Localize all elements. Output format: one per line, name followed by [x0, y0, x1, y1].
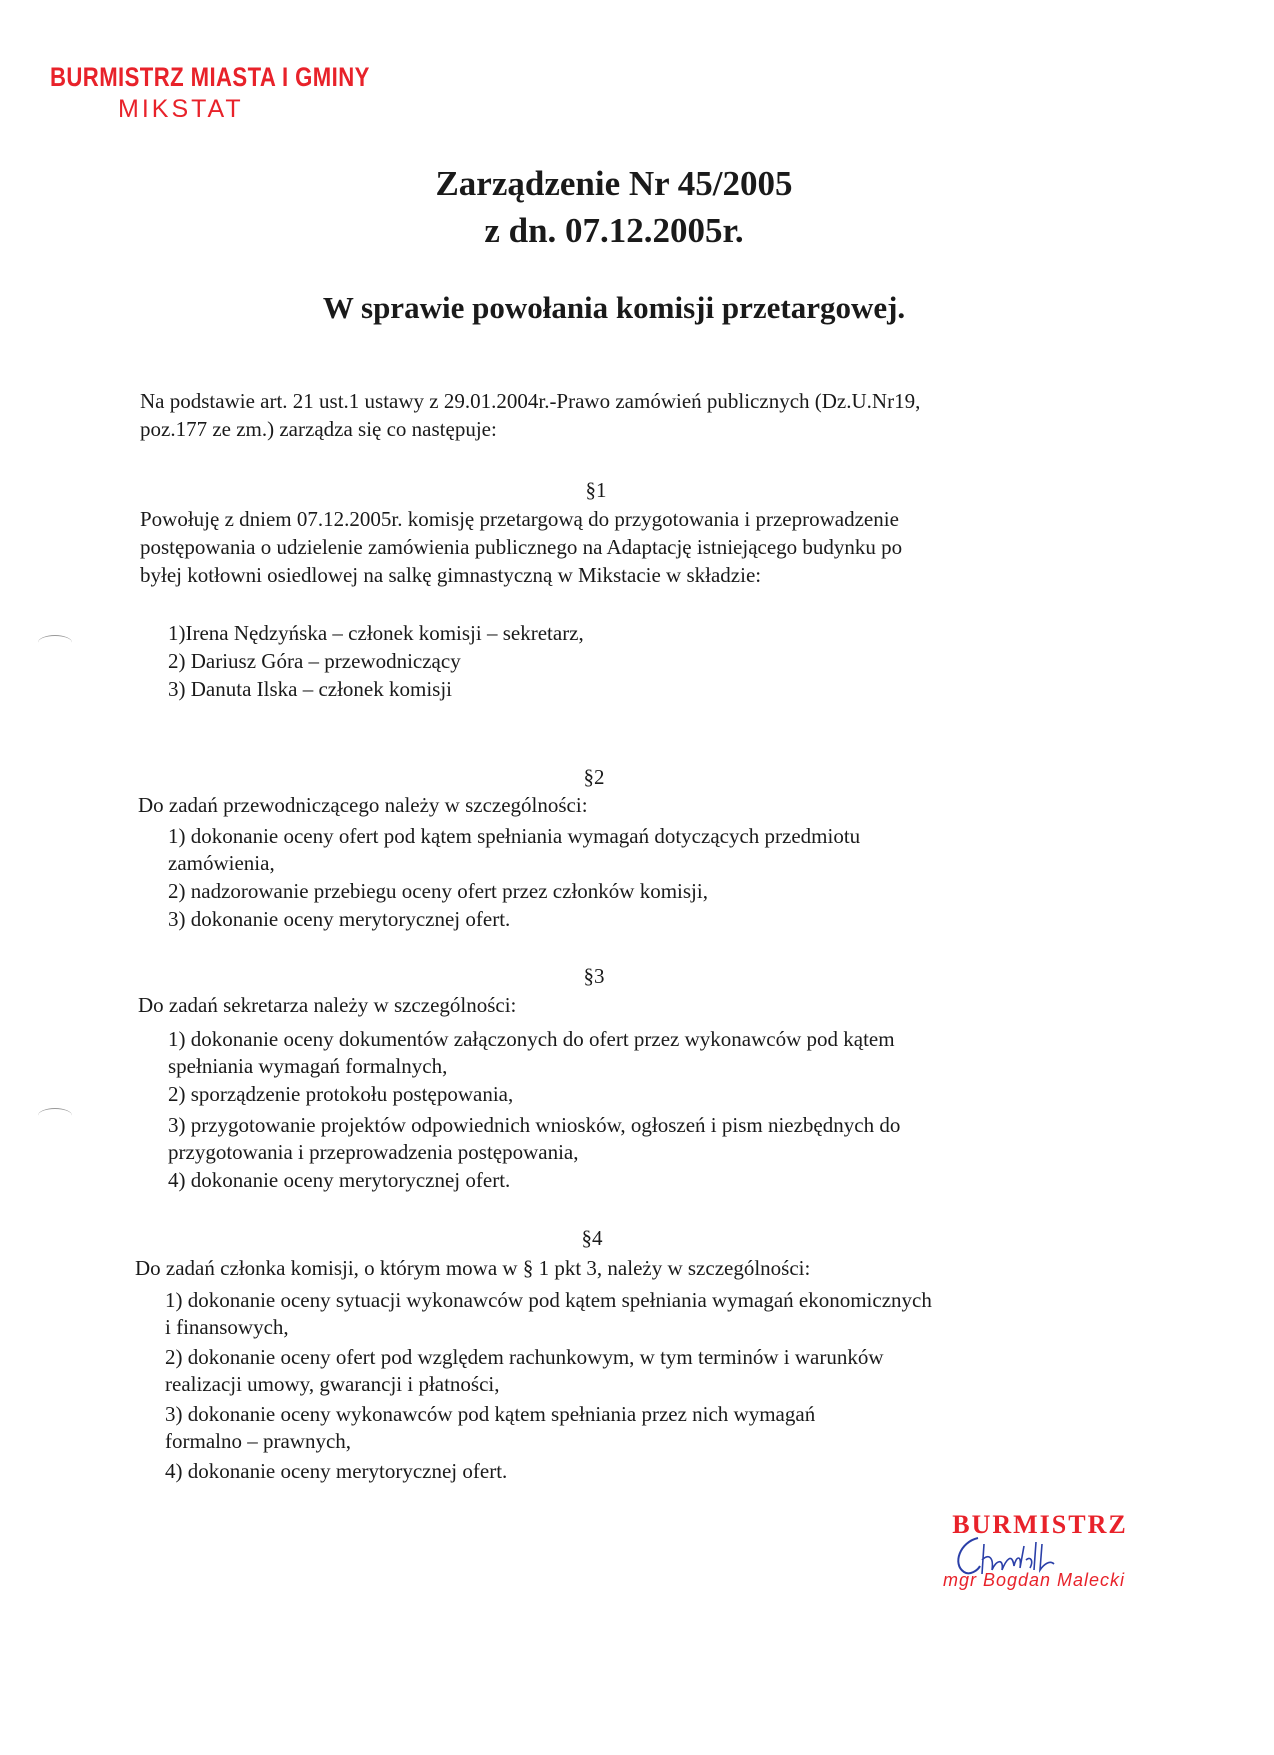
section-2-item: 2) nadzorowanie przebiegu oceny ofert przez członków komisji,: [168, 879, 708, 903]
section-4-item: formalno – prawnych,: [165, 1429, 352, 1453]
intro-line-1: Na podstawie art. 21 ust.1 ustawy z 29.01.2004r.-Prawo zamówień publicznych (Dz.U.Nr19,: [140, 389, 921, 413]
section-3-item: przygotowania i przeprowadzenia postępowania,: [168, 1140, 579, 1164]
section-3-item: spełniania wymagań formalnych,: [168, 1054, 448, 1078]
member-item: 2) Dariusz Góra – przewodniczący: [168, 649, 461, 673]
section-4-item: 4) dokonanie oceny merytorycznej ofert.: [165, 1459, 508, 1483]
section-2-lead: Do zadań przewodniczącego należy w szczególności:: [138, 793, 588, 817]
section-1-heading: §1: [585, 478, 607, 502]
section-4-heading: §4: [581, 1226, 603, 1250]
document-title: [0, 160, 1228, 254]
member-item: 3) Danuta Ilska – członek komisji: [168, 677, 453, 701]
section-2-heading: §2: [583, 765, 605, 789]
section-1-line: Powołuję z dniem 07.12.2005r. komisję przetargową do przygotowania i przeprowadzenie: [140, 507, 899, 531]
section-3-item: 2) sporządzenie protokołu postępowania,: [168, 1082, 514, 1106]
section-4-item: 2) dokonanie oceny ofert pod względem rachunkowym, w tym terminów i warunków: [165, 1345, 884, 1369]
section-3-lead: Do zadań sekretarza należy w szczególności:: [138, 993, 517, 1017]
document-subject: W sprawie powołania komisji przetargowej.: [322, 290, 906, 325]
title-line1: Zarządzenie Nr 45/2005: [435, 164, 793, 203]
section-4-item: realizacji umowy, gwarancji i płatności,: [165, 1372, 500, 1396]
stamp-bottom-name: mgr Bogdan Malecki: [942, 1570, 1126, 1590]
section-4-item: 3) dokonanie oceny wykonawców pod kątem spełniania przez nich wymagań: [165, 1402, 816, 1426]
section-3-item: 3) przygotowanie projektów odpowiednich wniosków, ogłoszeń i pism niezbędnych do: [168, 1113, 901, 1137]
signature: [950, 1530, 1100, 1590]
section-1-line: byłej kotłowni osiedlowej na salkę gimnastyczną w Mikstacie w składzie:: [140, 563, 762, 587]
punch-mark: [38, 635, 72, 650]
stamp-top-line2: MIKSTAT: [118, 95, 244, 123]
section-2-item: 3) dokonanie oceny merytorycznej ofert.: [168, 907, 511, 931]
section-3-item: 4) dokonanie oceny merytorycznej ofert.: [168, 1168, 511, 1192]
section-3-heading: §3: [583, 964, 605, 988]
intro-line-2: poz.177 ze zm.) zarządza się co następuje:: [140, 417, 497, 441]
section-2-item: 1) dokonanie oceny ofert pod kątem spełniania wymagań dotyczących przedmiotu: [168, 824, 861, 848]
stamp-bottom-title: BURMISTRZ: [952, 1510, 1128, 1539]
section-2-item: zamówienia,: [168, 851, 275, 875]
stamp-top-line1: BURMISTRZ MIASTA I GMINY: [50, 62, 370, 92]
punch-mark: [38, 1108, 72, 1123]
section-4-item: 1) dokonanie oceny sytuacji wykonawców pod kątem spełniania wymagań ekonomicznych: [165, 1288, 932, 1312]
section-4-item: i finansowych,: [165, 1315, 289, 1339]
section-3-item: 1) dokonanie oceny dokumentów załączonych do ofert przez wykonawców pod kątem: [168, 1027, 895, 1051]
section-1-line: postępowania o udzielenie zamówienia publicznego na Adaptację istniejącego budynku po: [140, 535, 903, 559]
member-item: 1)Irena Nędzyńska – członek komisji – sekretarz,: [168, 621, 584, 645]
stamp-top: [50, 62, 440, 124]
title-line2: z dn. 07.12.2005r.: [484, 211, 744, 250]
section-4-lead: Do zadań członka komisji, o którym mowa w § 1 pkt 3, należy w szczególności:: [135, 1256, 811, 1280]
